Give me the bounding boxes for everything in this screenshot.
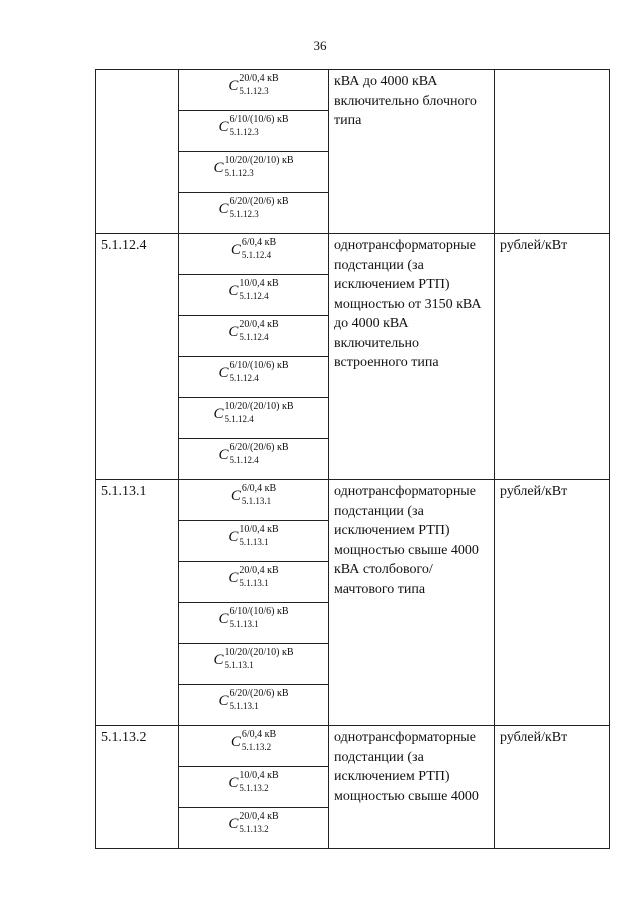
rate-symbol bbox=[228, 73, 279, 98]
rate-symbol-index: 5.1.12.3 bbox=[239, 86, 269, 96]
rate-symbol bbox=[213, 155, 294, 180]
unit-cell bbox=[495, 480, 610, 726]
rate-symbol-base: C bbox=[218, 119, 229, 136]
item-description: кВА до 4000 кВА включительно блочного типа bbox=[334, 74, 477, 128]
item-code: 5.1.13.1 bbox=[101, 484, 147, 499]
rate-symbol-cell bbox=[179, 439, 329, 480]
rate-symbol-base: C bbox=[230, 734, 241, 751]
item-unit: рублей/кВт bbox=[500, 238, 568, 253]
description-cell bbox=[329, 70, 495, 234]
rate-symbol bbox=[218, 606, 289, 631]
unit-cell bbox=[495, 70, 610, 234]
rate-symbol bbox=[218, 114, 289, 139]
rate-symbol bbox=[218, 196, 289, 221]
rate-symbol-cell bbox=[179, 152, 329, 193]
rate-symbol-index: 5.1.12.3 bbox=[229, 209, 259, 219]
tariff-table-body bbox=[96, 70, 610, 849]
rate-symbol-voltage: 6/10/(10/6) кВ bbox=[229, 360, 289, 371]
rate-symbol bbox=[228, 319, 279, 344]
rate-symbol-cell bbox=[179, 111, 329, 152]
table-row bbox=[96, 480, 610, 521]
rate-symbol-cell bbox=[179, 644, 329, 685]
rate-symbol-voltage: 20/0,4 кВ bbox=[239, 73, 279, 84]
rate-symbol bbox=[228, 524, 279, 549]
rate-symbol-base: C bbox=[218, 201, 229, 218]
rate-symbol-index: 5.1.13.2 bbox=[241, 742, 272, 752]
rate-symbol-cell bbox=[179, 357, 329, 398]
rate-symbol-voltage: 20/0,4 кВ bbox=[239, 811, 279, 822]
rate-symbol-base: C bbox=[228, 78, 239, 95]
rate-symbol bbox=[218, 688, 289, 713]
rate-symbol-base: C bbox=[230, 488, 241, 505]
table-row bbox=[96, 234, 610, 275]
rate-symbol bbox=[230, 483, 277, 508]
rate-symbol-voltage: 6/20/(20/6) кВ bbox=[229, 688, 289, 699]
item-unit: рублей/кВт bbox=[500, 730, 568, 745]
rate-symbol-voltage: 10/20/(20/10) кВ bbox=[224, 401, 294, 412]
rate-symbol-index: 5.1.12.4 bbox=[241, 250, 272, 260]
rate-symbol-cell bbox=[179, 70, 329, 111]
rate-symbol-voltage: 6/10/(10/6) кВ bbox=[229, 114, 289, 125]
rate-symbol-cell bbox=[179, 603, 329, 644]
item-code-cell bbox=[96, 480, 179, 726]
rate-symbol-base: C bbox=[213, 652, 224, 669]
item-unit: рублей/кВт bbox=[500, 484, 568, 499]
tariff-table bbox=[95, 69, 610, 849]
rate-symbol-base: C bbox=[218, 611, 229, 628]
rate-symbol-voltage: 20/0,4 кВ bbox=[239, 319, 279, 330]
rate-symbol-voltage: 6/0,4 кВ bbox=[241, 483, 277, 494]
rate-symbol-voltage: 10/0,4 кВ bbox=[239, 524, 279, 535]
rate-symbol-index: 5.1.12.4 bbox=[229, 455, 259, 465]
rate-symbol-index: 5.1.13.2 bbox=[239, 783, 269, 793]
rate-symbol-index: 5.1.12.4 bbox=[239, 332, 269, 342]
rate-symbol-index: 5.1.13.1 bbox=[229, 619, 259, 629]
rate-symbol-index: 5.1.12.4 bbox=[224, 414, 254, 424]
item-code bbox=[96, 70, 178, 74]
item-code: 5.1.12.4 bbox=[101, 238, 147, 253]
rate-symbol-base: C bbox=[228, 816, 239, 833]
page-number: 36 bbox=[313, 38, 327, 53]
item-description: однотрансформаторные подстанции (за исключением РТП) мощностью от 3150 кВА до 4000 кВА включительно встроенного типа bbox=[334, 238, 482, 370]
rate-symbol-base: C bbox=[218, 447, 229, 464]
rate-symbol-cell bbox=[179, 480, 329, 521]
description-cell bbox=[329, 234, 495, 480]
rate-symbol-base: C bbox=[228, 570, 239, 587]
item-description: однотрансформаторные подстанции (за исключением РТП) мощностью свыше 4000 bbox=[334, 730, 479, 804]
rate-symbol-index: 5.1.13.1 bbox=[229, 701, 259, 711]
rate-symbol bbox=[228, 278, 279, 303]
rate-symbol-voltage: 6/20/(20/6) кВ bbox=[229, 442, 289, 453]
rate-symbol-cell bbox=[179, 808, 329, 849]
rate-symbol bbox=[218, 360, 289, 385]
rate-symbol-cell bbox=[179, 726, 329, 767]
rate-symbol-cell bbox=[179, 234, 329, 275]
item-code: 5.1.13.2 bbox=[101, 730, 147, 745]
rate-symbol-base: C bbox=[230, 242, 241, 259]
rate-symbol bbox=[228, 770, 279, 795]
rate-symbol-voltage: 10/20/(20/10) кВ bbox=[224, 155, 294, 166]
description-cell bbox=[329, 480, 495, 726]
rate-symbol bbox=[213, 647, 294, 672]
rate-symbol-cell bbox=[179, 316, 329, 357]
rate-symbol-voltage: 20/0,4 кВ bbox=[239, 565, 279, 576]
rate-symbol-base: C bbox=[228, 283, 239, 300]
rate-symbol-cell bbox=[179, 275, 329, 316]
rate-symbol bbox=[213, 401, 294, 426]
rate-symbol-index: 5.1.13.1 bbox=[239, 578, 269, 588]
rate-symbol-index: 5.1.12.3 bbox=[229, 127, 259, 137]
unit-cell bbox=[495, 726, 610, 849]
rate-symbol-voltage: 10/0,4 кВ bbox=[239, 278, 279, 289]
rate-symbol-index: 5.1.12.4 bbox=[229, 373, 259, 383]
rate-symbol-voltage: 6/0,4 кВ bbox=[241, 237, 277, 248]
rate-symbol-voltage: 6/10/(10/6) кВ bbox=[229, 606, 289, 617]
rate-symbol-voltage: 10/0,4 кВ bbox=[239, 770, 279, 781]
rate-symbol-voltage: 6/20/(20/6) кВ bbox=[229, 196, 289, 207]
rate-symbol bbox=[228, 565, 279, 590]
rate-symbol-base: C bbox=[218, 693, 229, 710]
rate-symbol-cell bbox=[179, 685, 329, 726]
rate-symbol-index: 5.1.13.1 bbox=[239, 537, 269, 547]
rate-symbol-base: C bbox=[218, 365, 229, 382]
rate-symbol-base: C bbox=[213, 406, 224, 423]
rate-symbol-index: 5.1.13.1 bbox=[224, 660, 254, 670]
rate-symbol-index: 5.1.12.3 bbox=[224, 168, 254, 178]
rate-symbol-cell bbox=[179, 398, 329, 439]
rate-symbol-cell bbox=[179, 562, 329, 603]
rate-symbol-base: C bbox=[228, 529, 239, 546]
item-description: однотрансформаторные подстанции (за исключением РТП) мощностью свыше 4000 кВА столбового/мачтового типа bbox=[334, 484, 479, 597]
rate-symbol-index: 5.1.12.4 bbox=[239, 291, 269, 301]
rate-symbol bbox=[230, 237, 277, 262]
table-row bbox=[96, 70, 610, 111]
rate-symbol-cell bbox=[179, 767, 329, 808]
rate-symbol-base: C bbox=[228, 324, 239, 341]
rate-symbol-base: C bbox=[213, 160, 224, 177]
rate-symbol-voltage: 10/20/(20/10) кВ bbox=[224, 647, 294, 658]
rate-symbol-index: 5.1.13.2 bbox=[239, 824, 269, 834]
rate-symbol bbox=[230, 729, 277, 754]
unit-cell bbox=[495, 234, 610, 480]
rate-symbol-base: C bbox=[228, 775, 239, 792]
item-code-cell bbox=[96, 234, 179, 480]
rate-symbol-voltage: 6/0,4 кВ bbox=[241, 729, 277, 740]
rate-symbol bbox=[228, 811, 279, 836]
rate-symbol-index: 5.1.13.1 bbox=[241, 496, 272, 506]
rate-symbol-cell bbox=[179, 193, 329, 234]
table-row bbox=[96, 726, 610, 767]
item-unit bbox=[495, 70, 609, 74]
rate-symbol bbox=[218, 442, 289, 467]
item-code-cell bbox=[96, 726, 179, 849]
rate-symbol-cell bbox=[179, 521, 329, 562]
item-code-cell bbox=[96, 70, 179, 234]
description-cell bbox=[329, 726, 495, 849]
